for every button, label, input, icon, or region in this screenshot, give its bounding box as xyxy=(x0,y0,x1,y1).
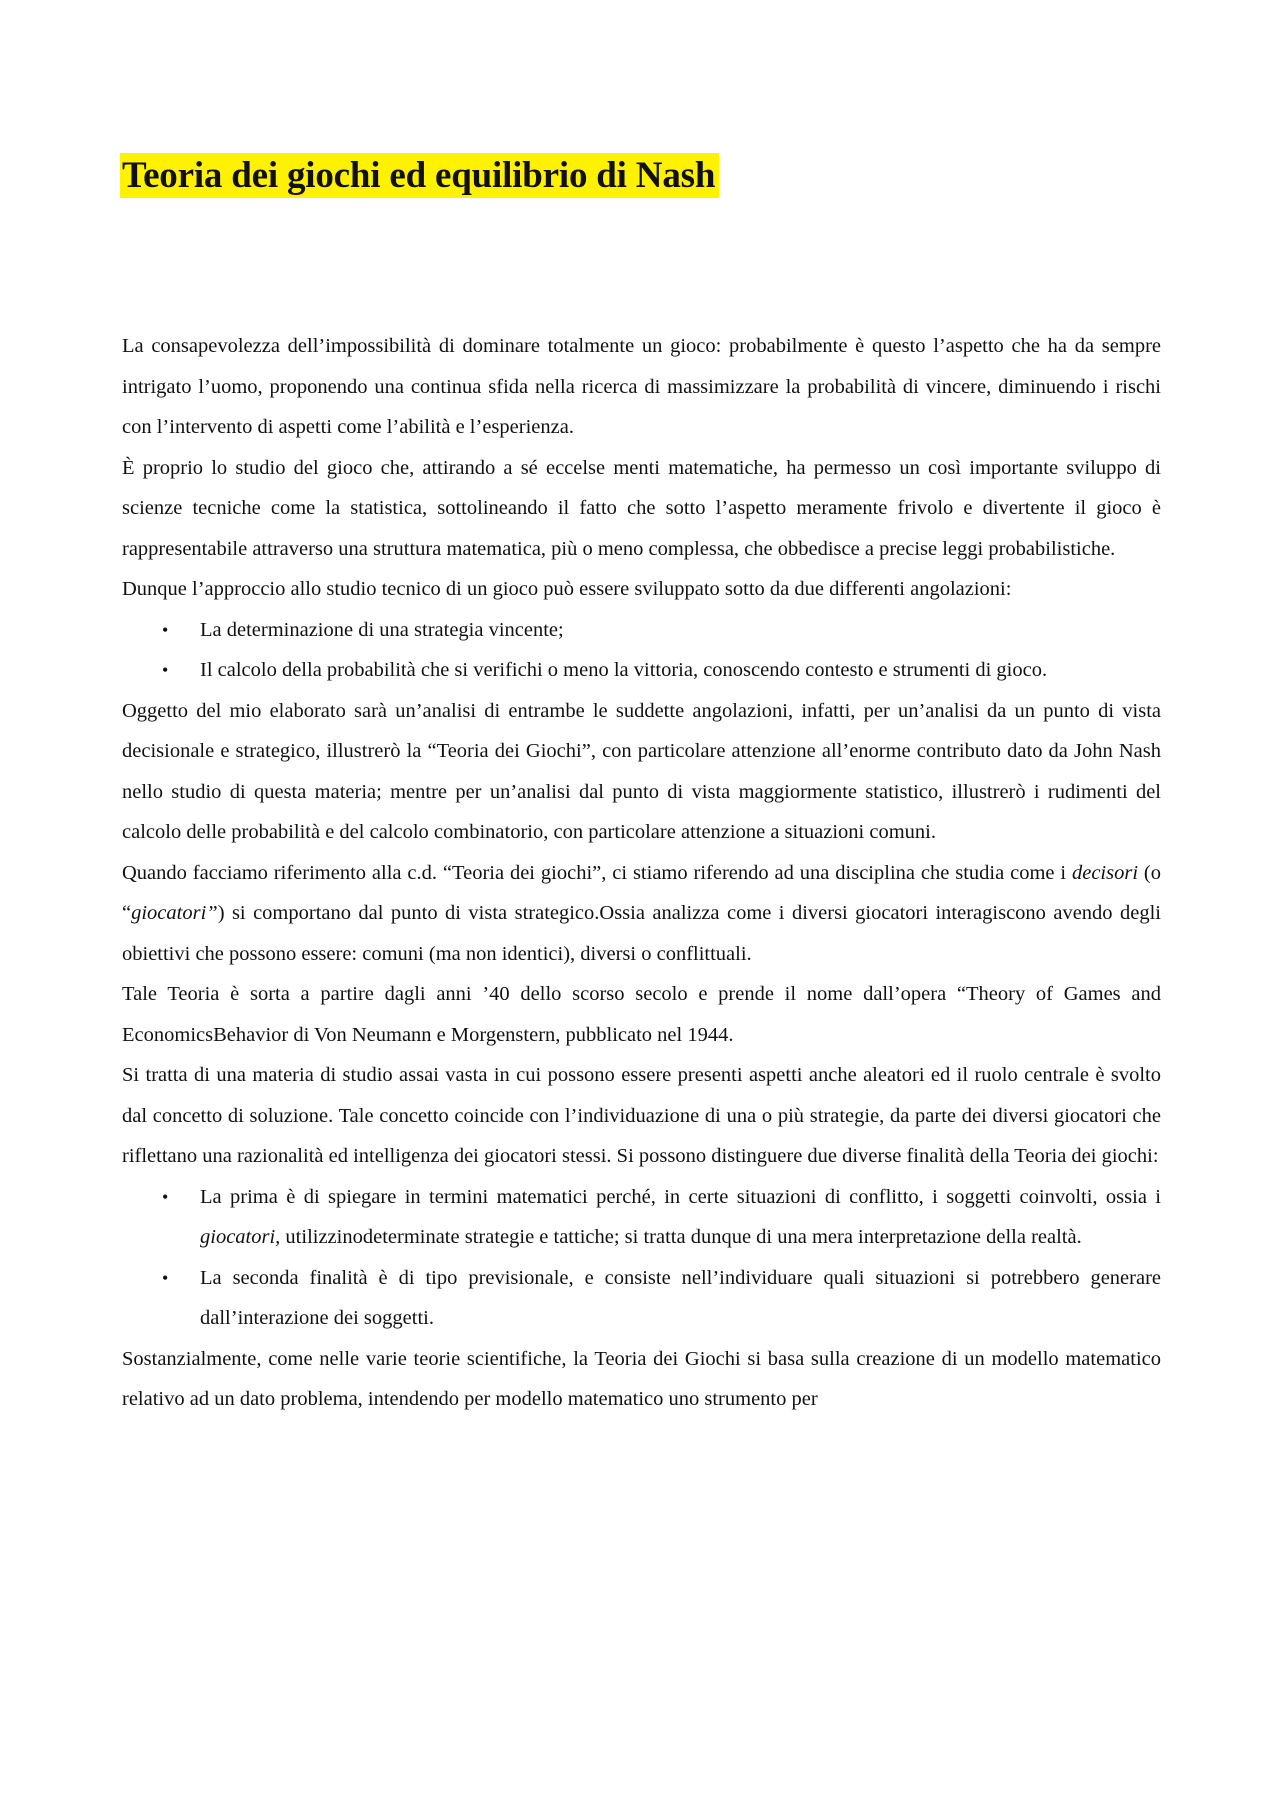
bullet-icon: • xyxy=(162,660,169,680)
text-run: ) si comportano dal punto di vista strategico.Ossia analizza come i diversi giocatori interagiscono avendo degli obiettivi che possono essere: comuni (ma non identici), diversi o conflittuali. xyxy=(122,902,1161,965)
bullet-icon: • xyxy=(162,1267,169,1288)
paragraph-3: Dunque l’approccio allo studio tecnico di un gioco può essere sviluppato sotto da due differenti angolazioni: xyxy=(122,578,1012,600)
paragraph-2: È proprio lo studio del gioco che, attirando a sé eccelse menti matematiche, ha permesso un così importante sviluppo di scienze tecniche come la statistica, sottolineando il fatto che sotto l’aspetto meramente frivolo e divertente il gioco è rappresentabile attraverso una struttura matematica, più o meno complessa, che obbedisce a precise leggi probabilistiche. xyxy=(122,456,1161,560)
italic-term-giocatori: giocatori, xyxy=(200,1226,281,1248)
bullet-icon: • xyxy=(162,1186,169,1207)
italic-term-decisori: decisori xyxy=(1071,861,1139,884)
document-body xyxy=(122,326,1161,1420)
text-run: Quando facciamo riferimento alla c.d. “Teoria dei giochi”, ci stiamo riferendo ad una disciplina che studia come i xyxy=(122,861,1072,884)
list-item-text: La determinazione di una strategia vincente; xyxy=(200,618,564,641)
list-item xyxy=(162,1177,1161,1258)
title-highlight: Teoria dei giochi ed equilibrio di Nash xyxy=(120,153,719,198)
list-item xyxy=(162,650,1161,691)
paragraph-5 xyxy=(122,853,1161,975)
document-title xyxy=(120,152,719,200)
italic-term-giocatori: giocatori” xyxy=(131,902,218,924)
bullet-icon: • xyxy=(162,619,169,640)
text-run: (o “ xyxy=(122,861,1162,924)
bullet-list-1 xyxy=(122,610,1161,691)
text-run: La prima è di spiegare in termini matematici perché, in certe situazioni di conflitto, i soggetti coinvolti, ossia i xyxy=(200,1185,1161,1208)
text-run: utilizzinodeterminate strategie e tattiche; si tratta dunque di una mera interpretazione della realtà. xyxy=(280,1226,1082,1248)
paragraph-8: Sostanzialmente, come nelle varie teorie scientifiche, la Teoria dei Giochi si basa sulla creazione di un modello matematico relativo ad un dato problema, intendendo per modello matematico uno strumento per xyxy=(122,1347,1161,1410)
paragraph-6: Tale Teoria è sorta a partire dagli anni ’40 dello scorso secolo e prende il nome dall’opera “Theory of Games and EconomicsBehavior di Von Neumann e Morgenstern, pubblicato nel 1944. xyxy=(122,983,1161,1046)
bullet-list-2 xyxy=(122,1177,1161,1339)
list-item-text: Il calcolo della probabilità che si verifichi o meno la vittoria, conoscendo contesto e strumenti di gioco. xyxy=(200,659,1048,681)
paragraph-1: La consapevolezza dell’impossibilità di dominare totalmente un gioco: probabilmente è questo l’aspetto che ha da sempre intrigato l’uomo, proponendo una continua sfida nella ricerca di massimizzare la probabilità di vincere, diminuendo i rischi con l’intervento di aspetti come l’abilità e l’esperienza. xyxy=(122,335,1161,438)
list-item xyxy=(162,610,1161,651)
paragraph-4: Oggetto del mio elaborato sarà un’analisi di entrambe le suddette angolazioni, infatti, per un’analisi da un punto di vista decisionale e strategico, illustrerò la “Teoria dei Giochi”, con particolare attenzione all’enorme contributo dato da John Nash nello studio di questa materia; mentre per un’analisi dal punto di vista maggiormente statistico, illustrerò i rudimenti del calcolo delle probabilità e del calcolo combinatorio, con particolare attenzione a situazioni comuni. xyxy=(122,699,1161,843)
list-item xyxy=(162,1258,1161,1339)
list-item-text: La seconda finalità è di tipo previsionale, e consiste nell’individuare quali situazioni si potrebbero generare dall’interazione dei soggetti. xyxy=(200,1266,1161,1329)
paragraph-7: Si tratta di una materia di studio assai vasta in cui possono essere presenti aspetti anche aleatori ed il ruolo centrale è svolto dal concetto di soluzione. Tale concetto coincide con l’individuazione di una o più strategie, da parte dei diversi giocatori che riflettano una razionalità ed intelligenza dei giocatori stessi. Si possono distinguere due diverse finalità della Teoria dei giochi: xyxy=(122,1064,1161,1167)
